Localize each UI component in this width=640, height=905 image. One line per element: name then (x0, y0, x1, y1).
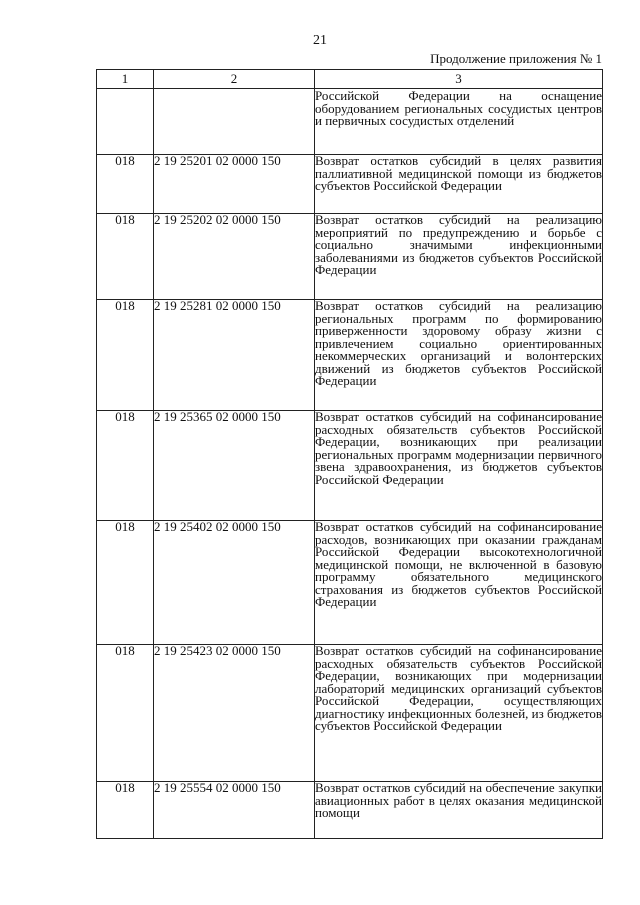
description-cell: Возврат остатков субсидий на обеспечение закупки авиационных работ в целях оказания медицинской помощи (315, 782, 603, 839)
budget-code-cell: 2 19 25554 02 0000 150 (154, 782, 315, 839)
budget-code-cell: 2 19 25202 02 0000 150 (154, 214, 315, 300)
budget-code-cell (154, 89, 315, 155)
admin-code-cell: 018 (97, 155, 154, 214)
table-header-row (97, 70, 603, 89)
column-header-1: 1 (97, 70, 154, 89)
column-header-3: 3 (315, 70, 603, 89)
column-header-2: 2 (154, 70, 315, 89)
table-row (97, 89, 603, 155)
budget-code-cell: 2 19 25281 02 0000 150 (154, 300, 315, 411)
table-row (97, 155, 603, 214)
admin-code-cell: 018 (97, 214, 154, 300)
budget-codes-table (96, 69, 603, 839)
description-cell: Возврат остатков субсидий на софинансирование расходов, возникающих при оказании гражданам Российской Федерации высокотехнологичной медицинской помощи, не включенной в базовую программу обязательного медицинского страхования из бюджетов субъектов Российской Федерации (315, 521, 603, 645)
description-cell: Российской Федерации на оснащение оборудованием региональных сосудистых центров и первичных сосудистых отделений (315, 89, 603, 155)
description-cell: Возврат остатков субсидий на реализацию региональных программ по формированию приверженности здоровому образу жизни с привлечением социально ориентированных некоммерческих организаций и волонтерских движений из бюджетов субъектов Российской Федерации (315, 300, 603, 411)
table-row (97, 411, 603, 521)
budget-code-cell: 2 19 25201 02 0000 150 (154, 155, 315, 214)
budget-code-cell: 2 19 25402 02 0000 150 (154, 521, 315, 645)
admin-code-cell: 018 (97, 411, 154, 521)
admin-code-cell: 018 (97, 300, 154, 411)
admin-code-cell: 018 (97, 645, 154, 782)
table-row (97, 645, 603, 782)
admin-code-cell: 018 (97, 521, 154, 645)
page-number: 21 (313, 33, 327, 48)
budget-code-cell: 2 19 25365 02 0000 150 (154, 411, 315, 521)
table-row (97, 782, 603, 839)
continuation-label: Продолжение приложения № 1 (430, 51, 602, 66)
description-cell: Возврат остатков субсидий на софинансирование расходных обязательств субъектов Российской Федерации, возникающих при реализации региональных программ модернизации первичного звена здравоохранения, из бюджетов субъектов Российской Федерации (315, 411, 603, 521)
admin-code-cell: 018 (97, 782, 154, 839)
table-row (97, 300, 603, 411)
table-row (97, 214, 603, 300)
description-cell: Возврат остатков субсидий на реализацию мероприятий по предупреждению и борьбе с социально значимыми инфекционными заболеваниями из бюджетов субъектов Российской Федерации (315, 214, 603, 300)
admin-code-cell (97, 89, 154, 155)
budget-code-cell: 2 19 25423 02 0000 150 (154, 645, 315, 782)
description-cell: Возврат остатков субсидий в целях развития паллиативной медицинской помощи из бюджетов субъектов Российской Федерации (315, 155, 603, 214)
description-cell: Возврат остатков субсидий на софинансирование расходных обязательств субъектов Российской Федерации, возникающих при модернизации лабораторий медицинских организаций субъектов Российской Федерации, осуществляющих диагностику инфекционных болезней, из бюджетов субъектов Российской Федерации (315, 645, 603, 782)
table-row (97, 521, 603, 645)
